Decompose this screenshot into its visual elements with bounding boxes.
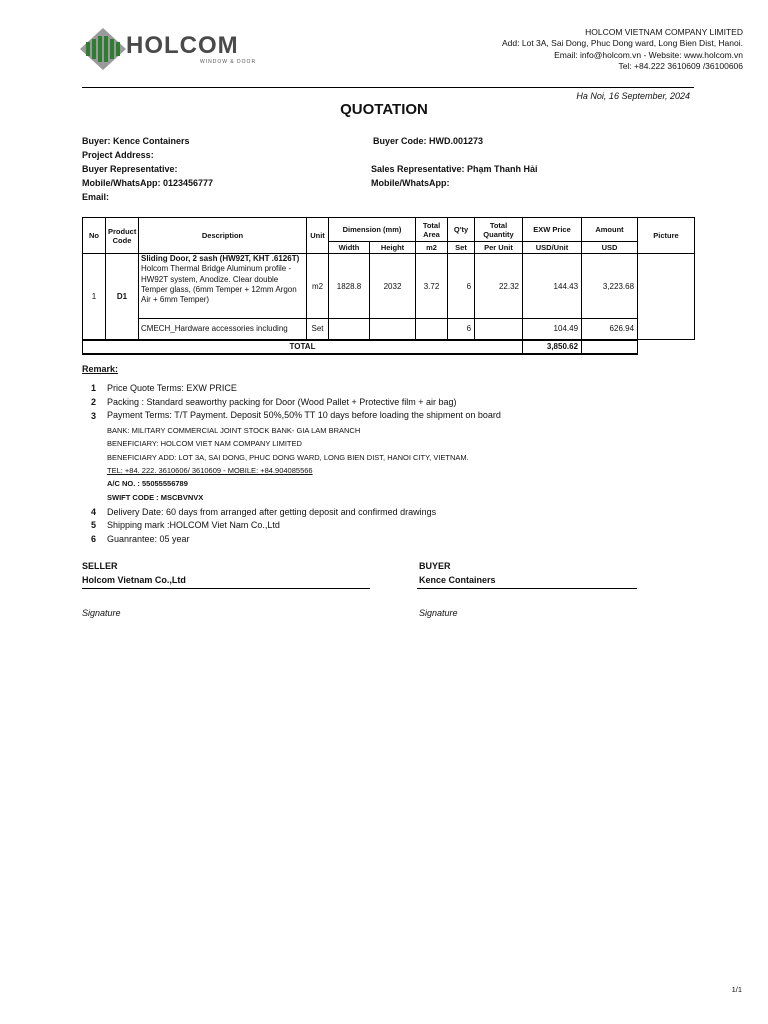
logo-subtitle: WINDOW & DOOR xyxy=(200,59,257,65)
table-row xyxy=(83,254,695,319)
buyer-signature: Signature xyxy=(419,608,458,618)
cell-width xyxy=(329,319,370,340)
header-total-area: Total Area xyxy=(416,218,448,242)
cell-qty: 6 xyxy=(448,319,475,340)
header-amount: Amount xyxy=(582,218,638,242)
company-tel: Tel: +84.222 3610609 /36100606 xyxy=(618,60,743,71)
remark-text: Payment Terms: T/T Payment. Deposit 50%,50% TT 10 days before loading the shipment on board xyxy=(107,410,501,420)
company-details xyxy=(502,27,743,72)
cell-amount: 3,223.68 xyxy=(582,254,638,319)
cell-product-code: D1 xyxy=(106,254,139,340)
company-address: Add: Lot 3A, Sai Dong, Phuc Dong ward, Long Bien Dist, Hanoi. xyxy=(502,38,743,49)
header-qty: Q'ty xyxy=(448,218,475,242)
logo-text: HOLCOM xyxy=(126,32,239,59)
swift-code: SWIFT CODE : MSCBVNVX xyxy=(107,493,204,502)
header-product-code: Product Code xyxy=(106,218,139,254)
remark-text: Price Quote Terms: EXW PRICE xyxy=(107,383,237,393)
buyer-line xyxy=(417,588,637,589)
total-spacer xyxy=(582,340,638,354)
cell-width: 1828.8 xyxy=(329,254,370,319)
cell-total-quantity: 22.32 xyxy=(475,254,523,319)
bank-name: BANK: MILITARY COMMERCIAL JOINT STOCK BANK- GIA LAM BRANCH xyxy=(107,426,361,435)
header-dimension: Dimension (mm) xyxy=(329,218,416,242)
remark-title: Remark: xyxy=(82,364,119,374)
cell-amount: 626.94 xyxy=(582,319,638,340)
header-amount-unit: USD xyxy=(582,242,638,254)
buyer-label: BUYER xyxy=(419,561,451,571)
header-exw-price: EXW Price xyxy=(523,218,582,242)
buyer-code: Buyer Code: HWD.001273 xyxy=(373,136,484,146)
seller-name: Holcom Vietnam Co.,Ltd xyxy=(82,575,186,585)
remark-text: Delivery Date: 60 days from arranged after getting deposit and confirmed drawings xyxy=(107,507,437,517)
total-row xyxy=(83,340,695,354)
buyer-mobile: Mobile/WhatsApp: 0123456777 xyxy=(82,178,214,188)
cell-qty: 6 xyxy=(448,254,475,319)
cell-picture xyxy=(638,254,695,340)
cell-exw-price: 144.43 xyxy=(523,254,582,319)
logo-mark-icon xyxy=(80,28,126,70)
remark-text: Packing : Standard seaworthy packing for Door (Wood Pallet + Protective film + air bag) xyxy=(107,397,457,407)
cell-unit: Set xyxy=(307,319,329,340)
remark-number: 6 xyxy=(91,534,97,544)
beneficiary: BENEFICIARY: HOLCOM VIET NAM COMPANY LIMITED xyxy=(107,439,302,448)
remark-number: 3 xyxy=(91,411,97,421)
cell-area: 3.72 xyxy=(416,254,448,319)
bank-tel: TEL: +84. 222. 3610606/ 3610609 - MOBILE: +84.904085566 xyxy=(107,466,313,475)
buyer-representative: Buyer Representative: xyxy=(82,164,178,174)
page-number: 1/1 xyxy=(731,985,742,994)
quotation-table xyxy=(82,217,695,355)
header-picture: Picture xyxy=(638,218,695,254)
place-date: Ha Noi, 16 September, 2024 xyxy=(576,91,690,101)
header-exw-price-unit: USD/Unit xyxy=(523,242,582,254)
remark-number: 2 xyxy=(91,397,97,407)
header-width: Width xyxy=(329,242,370,254)
company-email: Email: info@holcom.vn - Website: www.holcom.vn xyxy=(554,49,743,60)
cell-height xyxy=(370,319,416,340)
header-description: Description xyxy=(139,218,307,254)
company-logo xyxy=(80,28,260,70)
cell-area xyxy=(416,319,448,340)
buyer-email: Email: xyxy=(82,192,110,202)
sales-representative: Sales Representative: Phạm Thanh Hải xyxy=(371,164,538,174)
seller-line xyxy=(82,588,370,589)
project-address: Project Address: xyxy=(82,150,154,160)
cell-unit: m2 xyxy=(307,254,329,319)
header-divider xyxy=(82,87,694,88)
cell-total-quantity xyxy=(475,319,523,340)
total-label: TOTAL xyxy=(83,340,523,354)
beneficiary-address: BENEFICIARY ADD: LOT 3A, SAI DONG, PHUC DONG WARD, LONG BIEN DIST, HANOI CITY, VIETNAM. xyxy=(107,453,469,462)
header-total-quantity: Total Quantity xyxy=(475,218,523,242)
remark-text: Shipping mark :HOLCOM Viet Nam Co.,Ltd xyxy=(107,520,280,530)
table-header-row xyxy=(83,218,695,242)
cell-no: 1 xyxy=(83,254,106,340)
header-no: No xyxy=(83,218,106,254)
buyer-name: Buyer: Kence Containers xyxy=(82,136,190,146)
header-total-quantity-unit: Per Unit xyxy=(475,242,523,254)
remark-text: Guanrantee: 05 year xyxy=(107,534,190,544)
header-unit: Unit xyxy=(307,218,329,254)
remark-number: 4 xyxy=(91,507,97,517)
cell-description: CMECH_Hardware accessories including xyxy=(139,319,307,340)
remark-number: 1 xyxy=(91,383,97,393)
table-row xyxy=(83,319,695,340)
total-value: 3,850.62 xyxy=(523,340,582,354)
description-body: Holcom Thermal Bridge Aluminum profile - HW92T system, Anodize. Clear double Temper glass, (6mm Temper + 12mm Argon Air + 6mm Temper) xyxy=(141,264,297,305)
seller-label: SELLER xyxy=(82,561,118,571)
document-title: QUOTATION xyxy=(340,101,428,118)
description-title: Sliding Door, 2 sash (HW92T, KHT .6126T) xyxy=(141,254,300,263)
sales-mobile: Mobile/WhatsApp: xyxy=(371,178,450,188)
header-qty-unit: Set xyxy=(448,242,475,254)
account-number: A/C NO. : 55055556789 xyxy=(107,479,188,488)
header-height: Height xyxy=(370,242,416,254)
cell-exw-price: 104.49 xyxy=(523,319,582,340)
company-name: HOLCOM VIETNAM COMPANY LIMITED xyxy=(585,27,743,37)
buyer-sign-name: Kence Containers xyxy=(419,575,496,585)
header-area-unit: m2 xyxy=(416,242,448,254)
remark-number: 5 xyxy=(91,520,97,530)
cell-height: 2032 xyxy=(370,254,416,319)
seller-signature: Signature xyxy=(82,608,121,618)
cell-description xyxy=(139,254,307,319)
